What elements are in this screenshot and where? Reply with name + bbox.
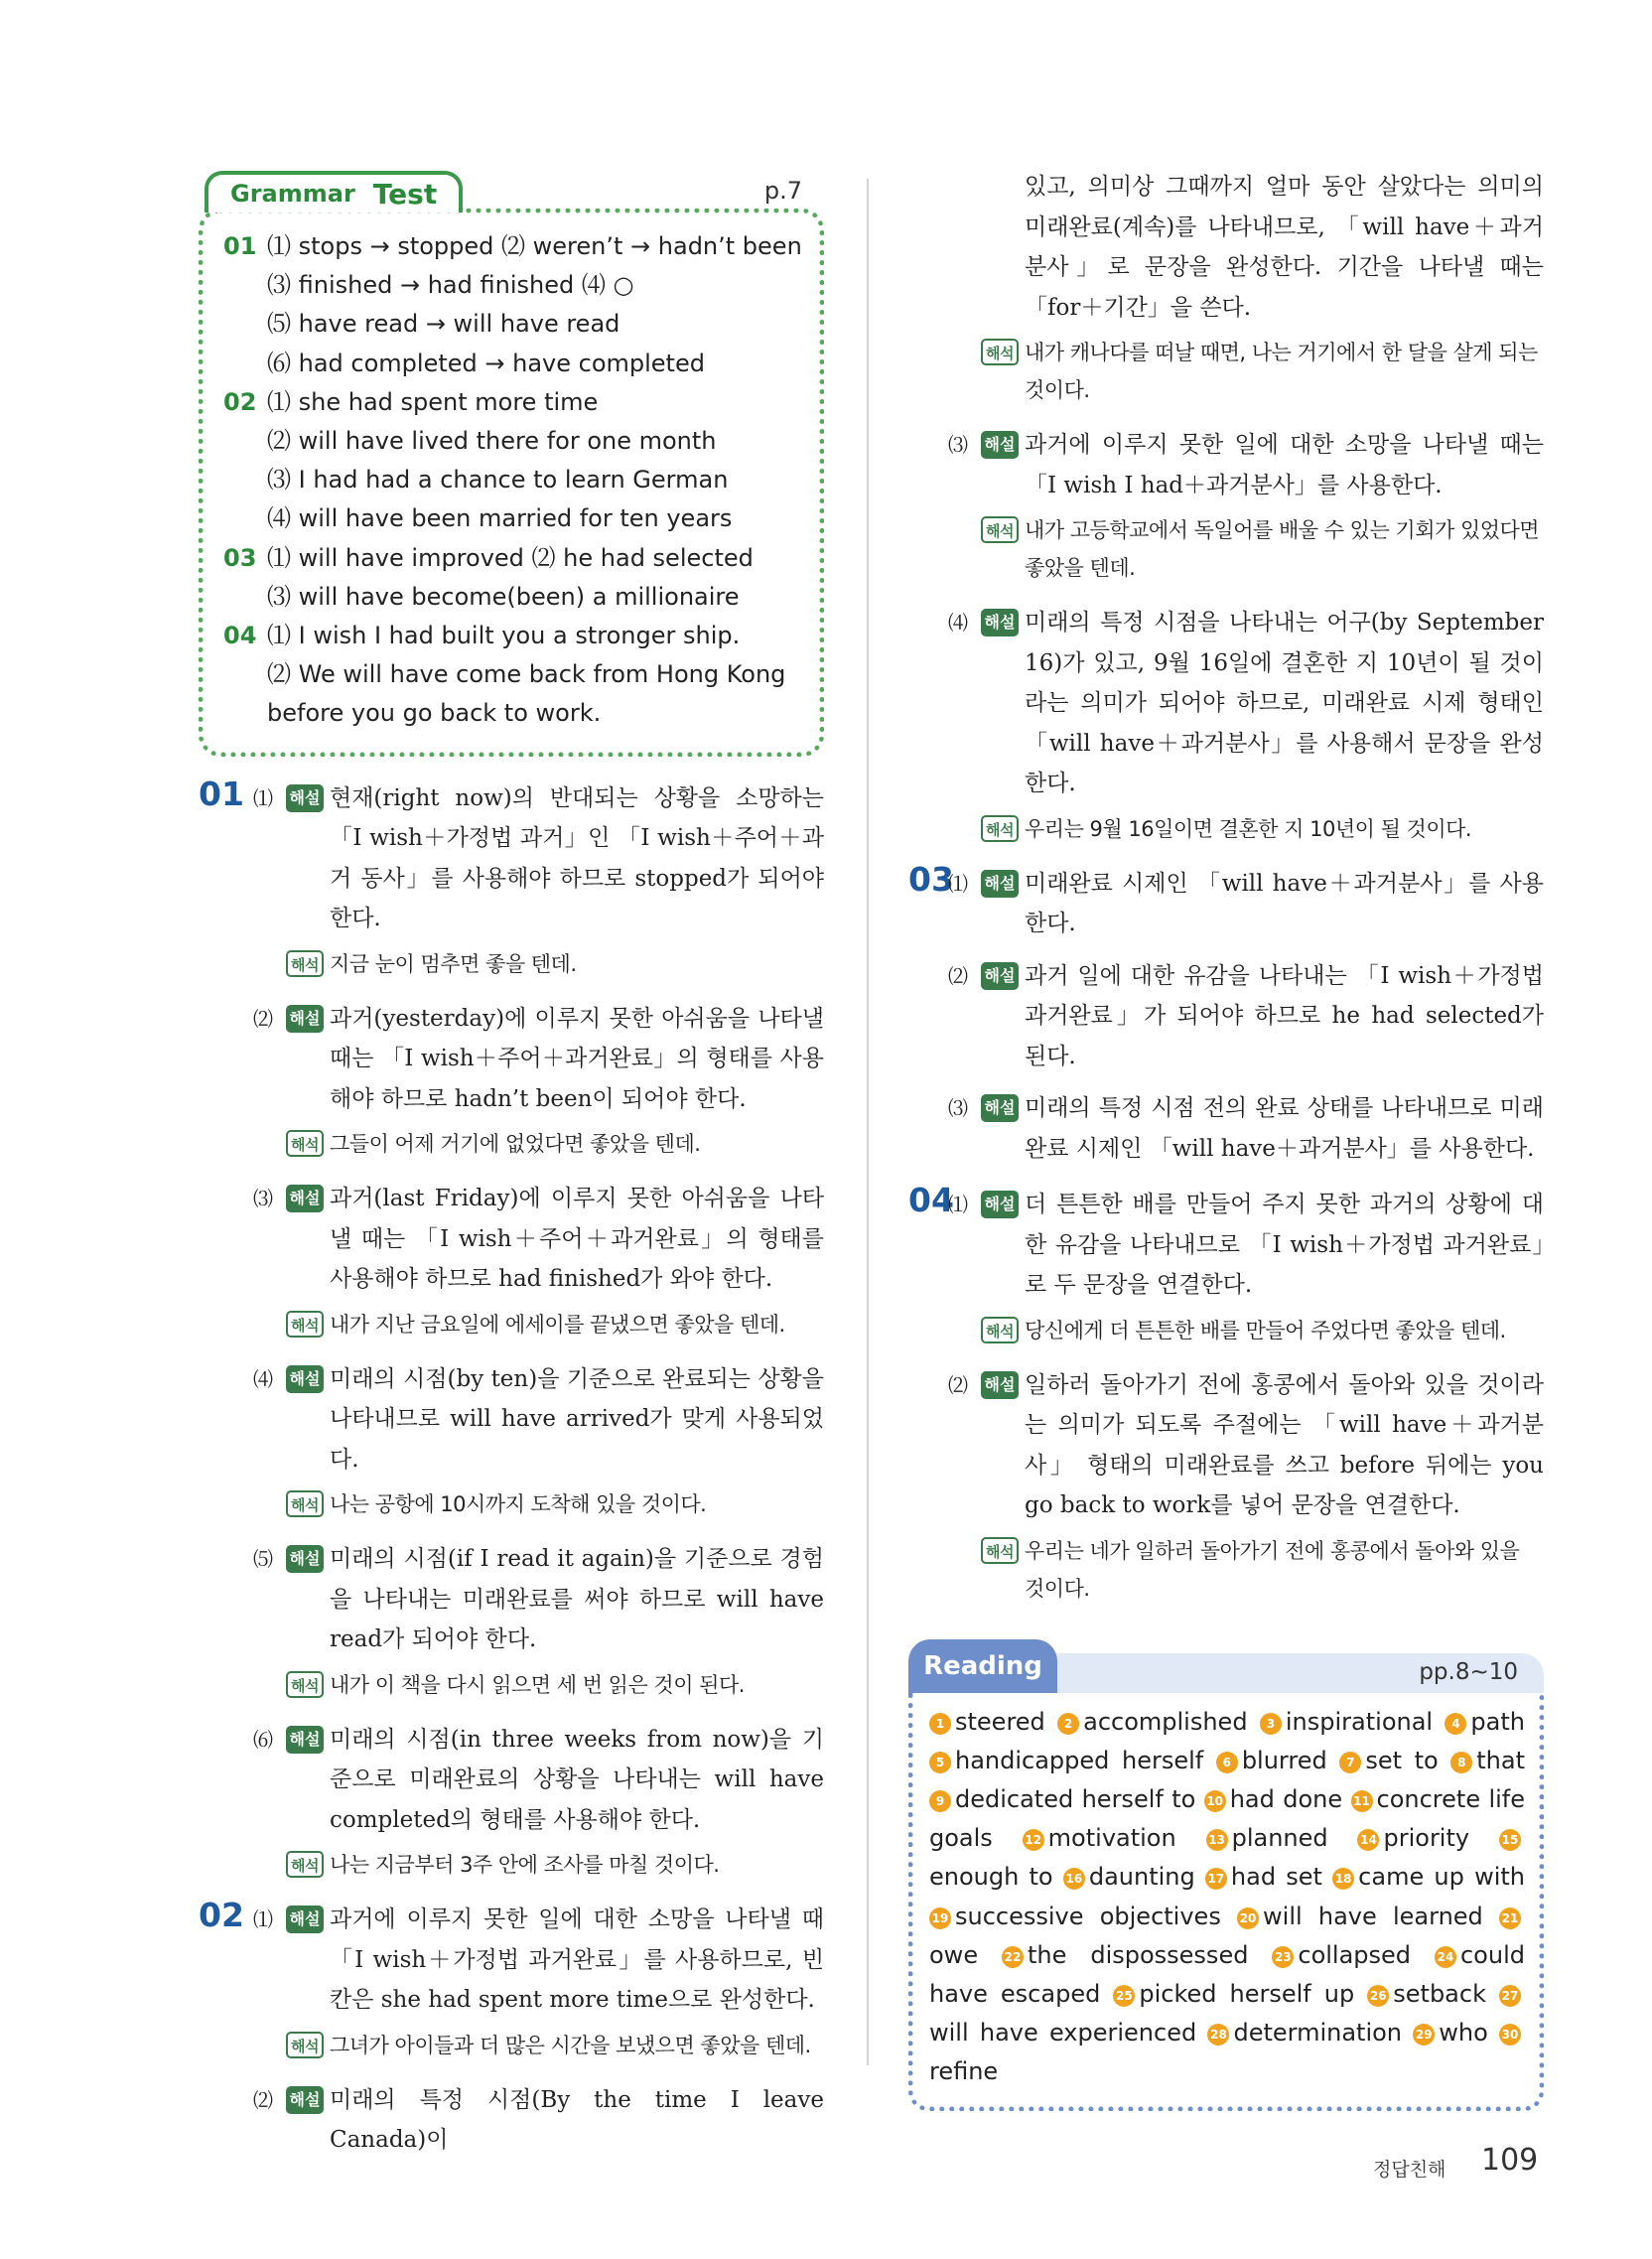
answer-number-circle: 9 (929, 1790, 951, 1812)
answer-line (223, 266, 803, 305)
answer-text: before you go back to work. (267, 699, 602, 728)
answer-number-circle: 1 (929, 1713, 951, 1735)
reading-answer-text: accomplished (1083, 1707, 1248, 1736)
answer-line (223, 305, 803, 344)
reading-answer-text: steered (955, 1707, 1045, 1736)
answer-number-circle: 5 (929, 1752, 951, 1773)
explanation-badge: 해설 (981, 962, 1019, 990)
answer-number: 04 (223, 622, 257, 650)
answer-line (223, 345, 803, 383)
explanation-item (199, 1539, 824, 1660)
reading-answer-text: planned (1231, 1824, 1328, 1853)
answer-number-circle: 29 (1413, 2024, 1435, 2046)
reading-answer-text: blurred (1241, 1746, 1327, 1774)
explanation-item (199, 1179, 824, 1300)
translation-item (908, 511, 1544, 587)
reading-answer-text: concrete life goals (929, 1784, 1526, 1853)
reading-answer-text: picked herself up (1139, 1979, 1355, 2008)
explanation-badge: 해설 (981, 1094, 1019, 1122)
translation-text: 우리는 네가 일하러 돌아가기 전에 홍콩에서 돌아와 있을 것이다. (1025, 1538, 1520, 1601)
explanation-badge: 해설 (981, 1191, 1019, 1218)
explanation-text: 과거(last Friday)에 이루지 못한 아쉬움을 나타낼 때는 「I wish＋주어＋과거완료」의 형태를 사용해야 하므로 had finished가 와야 한다. (330, 1186, 824, 1293)
answer-number (223, 305, 267, 344)
answer-number-circle: 22 (1002, 1946, 1024, 1968)
reading-answer-text: collapsed (1298, 1940, 1412, 1969)
answer-number-circle: 17 (1205, 1868, 1227, 1890)
translation-item (908, 334, 1544, 409)
translation-badge: 해석 (286, 1851, 324, 1878)
explanation-item (199, 1900, 824, 2021)
reading-answer-item (1332, 1863, 1525, 1891)
reading-answer-item (1113, 1980, 1354, 2008)
answer-line (223, 539, 803, 578)
grammar-test-page-ref: p.7 (763, 177, 802, 205)
answer-number-circle: 13 (1206, 1829, 1228, 1851)
translation-text: 내가 캐나다를 떠날 때면, 나는 거기에서 한 달을 살게 되는 것이다. (1025, 341, 1538, 402)
answer-number (223, 345, 267, 383)
answer-line (223, 578, 803, 617)
answer-text: ⑶ will have become(been) a millionaire (267, 582, 740, 611)
reading-answer-text: will have learned (1263, 1902, 1483, 1930)
translation-text: 내가 이 책을 다시 읽으면 세 번 읽은 것이 된다. (330, 1672, 745, 1697)
explanation-badge: 해설 (981, 870, 1019, 898)
answer-number-circle: 30 (1499, 2024, 1521, 2046)
answer-number-circle: 18 (1332, 1868, 1354, 1890)
answer-line (223, 655, 803, 694)
explanation-badge: 해설 (286, 1545, 324, 1573)
explanation-badge: 해설 (286, 1185, 324, 1212)
question-number: 02 (199, 1896, 244, 1935)
answer-number: 03 (223, 543, 257, 572)
reading-answer-item (1367, 1980, 1486, 2008)
reading-header (908, 1635, 1544, 1693)
translation-badge: 해석 (286, 1490, 324, 1517)
sub-number: ⑴ (948, 871, 968, 896)
explanation-item (908, 425, 1544, 505)
reading-answer-text: setback (1393, 1979, 1486, 2008)
reading-answer-item (1023, 1824, 1176, 1852)
answer-line (223, 499, 803, 538)
grammar-test-title-word1: Grammar (230, 180, 355, 208)
explanation-text: 미래완료 시제인 「will have＋과거분사」를 사용한다. (1025, 870, 1544, 936)
reading-answer-text: handicapped herself (955, 1746, 1204, 1774)
translation-item (199, 1666, 824, 1704)
reading-answer-text: enough to (929, 1863, 1053, 1892)
reading-answer-item (1063, 1863, 1195, 1891)
grammar-test-title-word2: Test (372, 177, 438, 211)
sub-number: ⑵ (948, 1372, 968, 1397)
reading-answer-text: the dispossessed (1028, 1940, 1249, 1969)
sub-number: ⑴ (948, 1193, 968, 1216)
explanation-text: 미래의 시점(in three weeks from now)을 기준으로 미래완료의 상황을 나타내는 will have completed의 형태를 사용해야 한다. (330, 1726, 824, 1833)
translation-badge: 해석 (981, 1537, 1019, 1564)
reading-answer-item (1002, 1941, 1248, 1969)
explanation-badge: 해설 (286, 1906, 324, 1933)
sub-number: ⑴ (253, 785, 273, 810)
answer-number-circle: 23 (1272, 1946, 1294, 1968)
translation-text: 나는 지금부터 3주 안에 조사를 마칠 것이다. (330, 1853, 720, 1878)
reading-answer-text: who (1439, 2019, 1488, 2047)
footer-label: 정답친해 (1373, 2159, 1446, 2181)
reading-answer-item (1216, 1747, 1327, 1774)
reading-answer-item (929, 1785, 1195, 1813)
explanation-text: 일하러 돌아가기 전에 홍콩에서 돌아와 있을 것이라는 의미가 되도록 주절에는 「will have＋과거분사」 형태의 미래완료를 쓰고 before 뒤에는 you go back to work를 넣어 문장을 연결한다. (1025, 1371, 1544, 1518)
reading-answer-item (1445, 1708, 1525, 1736)
explanation-q04 (908, 1181, 1544, 1608)
explanation-text: 미래의 특정 시점을 나타내는 어구(by September 16)가 있고, 9월 16일에 결혼한 지 10년이 될 것이라는 의미가 되어야 하므로, 미래완료 시제 형태인 「will have＋과거분사」를 사용해서 문장을 완성한다. (1025, 610, 1544, 796)
sub-number: ⑷ (253, 1366, 273, 1391)
sub-number: ⑶ (948, 1096, 968, 1120)
answer-text: ⑶ finished → had finished ⑷ ○ (267, 271, 634, 300)
translation-item (199, 1306, 824, 1343)
explanation-item (199, 2080, 824, 2161)
explanation-text: 더 튼튼한 배를 만들어 주지 못한 과거의 상황에 대한 유감을 나타내므로 「I wish＋가정법 과거완료」로 두 문장을 연결한다. (1025, 1192, 1544, 1298)
explanation-item (199, 778, 824, 939)
answer-number-circle: 20 (1237, 1907, 1259, 1929)
translation-text: 내가 지난 금요일에 에세이를 끝냈으면 좋았을 텐데. (330, 1312, 785, 1337)
answer-text: ⑷ will have been married for ten years (267, 504, 733, 533)
explanation-badge: 해설 (981, 609, 1019, 636)
translation-badge: 해석 (981, 516, 1019, 543)
explanation-text: 과거(yesterday)에 이루지 못한 아쉬움을 나타낼 때는 「I wish＋주어＋과거완료」의 형태를 사용해야 하므로 hadn’t been이 되어야 한다. (330, 1005, 824, 1112)
translation-item (199, 1485, 824, 1523)
reading-answer-item (1272, 1941, 1411, 1969)
reading-answer-text: inspirational (1285, 1707, 1434, 1736)
answer-number-circle: 6 (1216, 1752, 1238, 1773)
explanation-badge: 해설 (286, 1726, 324, 1754)
explanation-badge: 해설 (981, 1371, 1019, 1399)
explanation-q03 (908, 859, 1544, 1170)
translation-item (199, 1125, 824, 1163)
reading-answer-text: set to (1365, 1746, 1439, 1774)
translation-badge: 해석 (286, 2032, 324, 2058)
answer-number-circle: 7 (1339, 1752, 1361, 1773)
reading-answer-text: refine (929, 2057, 999, 2086)
answer-line (223, 422, 803, 461)
answer-line (223, 694, 803, 733)
reading-answer-item (1450, 1747, 1525, 1774)
answer-number-circle: 26 (1367, 1985, 1389, 2007)
explanation-badge: 해설 (981, 431, 1019, 459)
reading-answer-text: priority (1383, 1824, 1470, 1853)
answer-number-circle: 24 (1435, 1946, 1456, 1968)
answer-number-circle: 4 (1445, 1713, 1466, 1735)
left-column (199, 167, 824, 2161)
answer-number-circle: 21 (1499, 1907, 1521, 1929)
reading-tab (908, 1639, 1057, 1693)
answer-text: ⑹ had completed → have completed (267, 349, 705, 377)
reading-answer-item (1057, 1708, 1247, 1736)
translation-badge: 해석 (981, 1317, 1019, 1343)
answer-number (223, 499, 267, 538)
column-divider (867, 179, 869, 2065)
answer-text: ⑸ have read → will have read (267, 310, 620, 339)
explanation-item (908, 1365, 1544, 1526)
answer-number-circle: 12 (1023, 1829, 1044, 1851)
answer-number-circle: 2 (1057, 1713, 1079, 1735)
reading-page-ref: pp.8~10 (1419, 1658, 1518, 1685)
grammar-test-header (199, 167, 824, 214)
grammar-test-answer-box (199, 209, 824, 757)
explanation-item (199, 999, 824, 1120)
explanation-text: 미래의 시점(if I read it again)을 기준으로 경험을 나타내는 미래완료를 써야 하므로 will have read가 되어야 한다. (330, 1546, 824, 1653)
answer-text: ⑵ will have lived there for one month (267, 427, 717, 456)
answer-text: ⑵ We will have come back from Hong Kong (267, 660, 786, 689)
reading-answer-box (908, 1693, 1544, 2111)
answer-number (223, 422, 267, 461)
reading-answer-text: had set (1230, 1863, 1322, 1892)
answer-number-circle: 19 (929, 1907, 951, 1929)
reading-answer-item (1237, 1903, 1483, 1930)
answer-number-circle: 8 (1450, 1752, 1472, 1773)
page-number: 109 (1481, 2143, 1539, 2178)
answer-number (223, 266, 267, 305)
sub-number: ⑸ (253, 1547, 273, 1572)
translation-badge: 해석 (286, 1311, 324, 1338)
reading-answer-text: could have escaped (929, 1940, 1525, 2008)
reading-answer-item (1339, 1747, 1438, 1774)
reading-answer-text: owe (929, 1940, 979, 1969)
reading-answer-item (929, 1903, 1221, 1930)
answer-text: ⑴ stops → stopped ⑵ weren’t → hadn’t been (267, 232, 802, 260)
reading-answer-text: path (1470, 1707, 1525, 1736)
translation-item (908, 1532, 1544, 1608)
translation-item (199, 1846, 824, 1884)
explanation-text: 과거 일에 대한 유감을 나타내는 「I wish＋가정법 과거완료」가 되어야 하므로 he had selected가 된다. (1025, 962, 1544, 1069)
answer-number (223, 655, 267, 694)
translation-badge: 해석 (286, 1671, 324, 1698)
explanation-item (199, 1359, 824, 1481)
grammar-test-tab (205, 171, 463, 212)
reading-answer-item (1207, 2019, 1402, 2047)
sub-number: ⑵ (253, 2087, 273, 2112)
reading-answer-item (1206, 1824, 1328, 1852)
reading-answer-text: motivation (1047, 1824, 1176, 1853)
reading-answer-item (1260, 1708, 1433, 1736)
sub-number: ⑴ (253, 1907, 273, 1932)
translation-text: 그녀가 아이들과 더 많은 시간을 보냈으면 좋았을 텐데. (330, 2033, 811, 2057)
explanation-badge: 해설 (286, 1365, 324, 1393)
explanation-q01 (199, 774, 824, 1885)
question-number: 01 (199, 774, 244, 813)
translation-item (199, 945, 824, 983)
explanation-badge: 해설 (286, 784, 324, 812)
question-number: 04 (908, 1181, 954, 1219)
translation-item (199, 2027, 824, 2064)
reading-answer-item (1413, 2019, 1488, 2047)
answer-text: ⑶ I had had a chance to learn German (267, 466, 729, 494)
reading-answer-text: successive objectives (955, 1902, 1221, 1930)
reading-answer-text: had done (1229, 1784, 1343, 1813)
sub-number: ⑶ (948, 433, 968, 457)
reading-answer-text: came up with (1358, 1863, 1525, 1892)
answer-number-circle: 28 (1207, 2024, 1229, 2046)
explanation-text: 미래의 특정 시점(By the time I leave Canada)이 (330, 2086, 824, 2154)
explanation-text: 미래의 특정 시점 전의 완료 상태를 나타내므로 미래완료 시제인 「will have＋과거분사」를 사용한다. (1025, 1095, 1544, 1162)
reading-answer-item (1357, 1824, 1469, 1852)
explanation-badge: 해설 (286, 1005, 324, 1033)
answer-number-circle: 11 (1351, 1790, 1373, 1812)
answer-number (223, 578, 267, 617)
translation-badge: 해석 (286, 950, 324, 977)
right-column (908, 167, 1544, 2111)
translation-item (908, 810, 1544, 848)
answer-number: 02 (223, 387, 257, 416)
sub-number: ⑹ (253, 1727, 273, 1752)
translation-badge: 해석 (981, 339, 1019, 365)
explanation-item (908, 603, 1544, 804)
explanation-continuation (908, 167, 1544, 328)
answer-number-circle: 14 (1357, 1829, 1379, 1851)
answer-number (223, 461, 267, 499)
answer-line (223, 227, 803, 266)
reading-answer-text: determination (1233, 2019, 1403, 2047)
translation-text: 내가 고등학교에서 독일어를 배울 수 있는 기회가 있었다면 좋았을 텐데. (1025, 518, 1540, 580)
explanation-text: 과거에 이루지 못한 일에 대한 소망을 나타낼 때 「I wish＋가정법 과거완료」를 사용하므로, 빈칸은 she had spent more time으로 완성한다. (330, 1906, 824, 2014)
explanation-text: 현재(right now)의 반대되는 상황을 소망하는 「I wish＋가정법 과거」인 「I wish＋주어＋과거 동사」를 사용해야 하므로 stopped가 되어야 한다. (330, 784, 824, 932)
explanation-text: 있고, 의미상 그때까지 얼마 동안 살았다는 의미의 미래완료(계속)를 나타내므로, 「will have＋과거분사」로 문장을 완성한다. 기간을 나타낼 때는 「for＋기간」을 쓴다. (1025, 174, 1544, 321)
translation-text: 나는 공항에 10시까지 도착해 있을 것이다. (330, 1492, 707, 1517)
answer-text: ⑴ she had spent more time (267, 387, 599, 416)
explanation-text: 과거에 이루지 못한 일에 대한 소망을 나타낼 때는 「I wish I had＋과거분사」를 사용한다. (1025, 432, 1544, 498)
answer-number-circle: 16 (1063, 1868, 1085, 1890)
explanation-item (199, 1720, 824, 1841)
answer-number-circle: 15 (1499, 1829, 1521, 1851)
reading-answer-text: daunting (1088, 1863, 1195, 1892)
sub-number: ⑷ (948, 611, 968, 635)
reading-answer-item (929, 1708, 1045, 1736)
reading-answer-text: dedicated herself to (955, 1784, 1196, 1813)
question-number: 03 (908, 859, 954, 899)
sub-number: ⑶ (253, 1187, 273, 1211)
answer-line (223, 617, 803, 655)
answer-number-circle: 27 (1499, 1985, 1521, 2007)
answer-text: ⑴ will have improved ⑵ he had selected (267, 543, 754, 572)
sub-number: ⑵ (948, 963, 968, 988)
translation-text: 그들이 어제 거기에 없었다면 좋았을 텐데. (330, 1132, 701, 1157)
reading-answer-text: that (1476, 1746, 1526, 1774)
reading-title: Reading (923, 1650, 1042, 1681)
translation-text: 우리는 9월 16일이면 결혼한 지 10년이 될 것이다. (1025, 816, 1472, 841)
explanation-q02 (199, 1896, 824, 2161)
answer-line (223, 461, 803, 499)
translation-item (908, 1312, 1544, 1349)
explanation-item (908, 1185, 1544, 1306)
explanation-item (908, 864, 1544, 944)
answer-number-circle: 10 (1204, 1790, 1226, 1812)
answer-line (223, 383, 803, 422)
sub-number: ⑵ (253, 1006, 273, 1031)
reading-answer-item (1204, 1785, 1342, 1813)
answer-text: ⑴ I wish I had built you a stronger ship. (267, 622, 741, 650)
answer-number-circle: 3 (1260, 1713, 1282, 1735)
translation-badge: 해석 (981, 815, 1019, 842)
explanation-item (908, 1088, 1544, 1169)
translation-badge: 해석 (286, 1130, 324, 1157)
reading-answer-item (1205, 1863, 1322, 1891)
answer-number: 01 (223, 232, 257, 260)
explanation-text: 미래의 시점(by ten)을 기준으로 완료되는 상황을 나타내므로 will have arrived가 맞게 사용되었다. (330, 1365, 824, 1473)
explanation-badge: 해설 (286, 2086, 324, 2114)
translation-text: 지금 눈이 멈추면 좋을 텐데. (330, 951, 577, 976)
answer-number (223, 694, 267, 733)
explanation-item (908, 956, 1544, 1077)
translation-text: 당신에게 더 튼튼한 배를 만들어 주었다면 좋았을 텐데. (1025, 1318, 1506, 1342)
reading-answer-item (929, 1747, 1203, 1774)
reading-answer-text: will have experienced (929, 2019, 1197, 2047)
answer-number-circle: 25 (1113, 1985, 1135, 2007)
